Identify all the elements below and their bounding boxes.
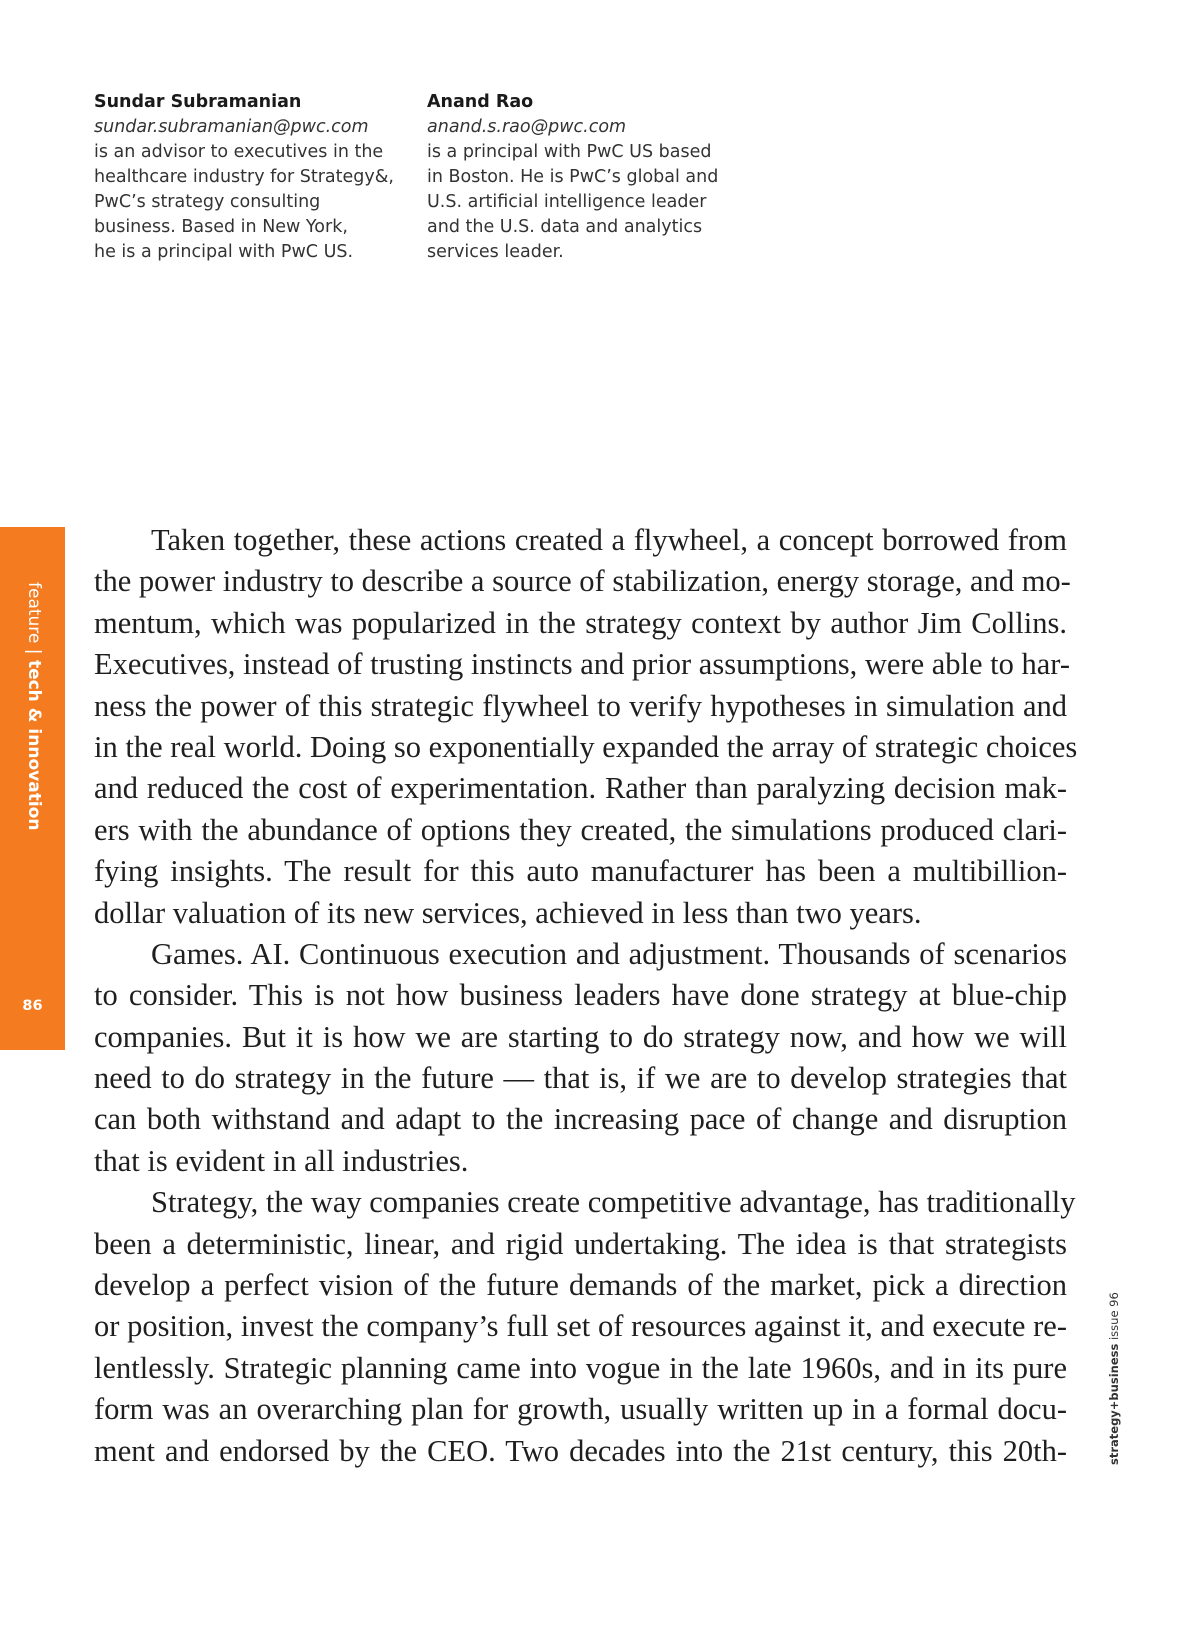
author-bio-line: services leader. xyxy=(427,242,564,262)
author-name: Sundar Subramanian xyxy=(94,92,302,112)
body-line: fying insights. The result for this auto manufacturer has been a multibillion- xyxy=(94,854,1067,889)
body-line: ness the power of this strategic flywheel to verify hypotheses in simulation and xyxy=(94,688,1067,723)
page-number: 86 xyxy=(22,998,43,1014)
body-line: Strategy, the way companies create competitive advantage, has traditionally xyxy=(151,1185,1076,1220)
body-line: been a deterministic, linear, and rigid undertaking. The idea is that strategists xyxy=(94,1226,1067,1261)
body-line: that is evident in all industries. xyxy=(94,1143,469,1178)
section-topic: tech & innovation xyxy=(24,659,44,831)
section-label-wrap xyxy=(22,582,46,882)
author-bios xyxy=(94,90,814,270)
section-separator: | xyxy=(24,648,44,655)
author-bio-line: and the U.S. data and analytics xyxy=(427,217,703,237)
body-line: lentlessly. Strategic planning came into vogue in the late 1960s, and in its pure xyxy=(94,1350,1067,1385)
publication-name: strategy+business xyxy=(1107,1343,1121,1465)
body-line: can both withstand and adapt to the increasing pace of change and disruption xyxy=(94,1102,1067,1137)
body-line: to consider. This is not how business leaders have done strategy at blue-chip xyxy=(94,978,1067,1013)
body-line: or position, invest the company’s full set of resources against it, and execute re- xyxy=(94,1309,1067,1344)
body-line: the power industry to describe a source of stabilization, energy storage, and mo- xyxy=(94,564,1071,599)
body-line: in the real world. Doing so exponentially expanded the array of strategic choices xyxy=(94,729,1078,764)
author-bio-line: healthcare industry for Strategy&, xyxy=(94,167,394,187)
running-footer xyxy=(1107,1292,1127,1635)
author-bio-line: he is a principal with PwC US. xyxy=(94,242,354,262)
body-line: ers with the abundance of options they created, the simulations produced clari- xyxy=(94,812,1067,847)
author-bio-line: in Boston. He is PwC’s global and xyxy=(427,167,719,187)
running-footer-text xyxy=(1107,1292,1121,1465)
author-bio-line: PwC’s strategy consulting xyxy=(94,192,321,212)
body-line: need to do strategy in the future — that is, if we are to develop strategies that xyxy=(94,1061,1067,1096)
body-line: companies. But it is how we are starting to do strategy now, and how we will xyxy=(94,1019,1067,1054)
author-bio-line: is a principal with PwC US based xyxy=(427,142,712,162)
body-line: Games. AI. Continuous execution and adjustment. Thousands of scenarios xyxy=(151,936,1067,971)
section-label xyxy=(24,582,44,830)
issue-number: issue 96 xyxy=(1107,1292,1121,1341)
body-line: dollar valuation of its new services, achieved in less than two years. xyxy=(94,895,922,930)
author-email: sundar.subramanian@pwc.com xyxy=(94,117,369,137)
body-line: Executives, instead of trusting instincts and prior assumptions, were able to har- xyxy=(94,647,1071,682)
author-bio-line: is an advisor to executives in the xyxy=(94,142,384,162)
body-line: mentum, which was popularized in the strategy context by author Jim Collins. xyxy=(94,605,1067,640)
body-line: form was an overarching plan for growth, usually written up in a formal docu- xyxy=(94,1392,1067,1427)
author-email: anand.s.rao@pwc.com xyxy=(427,117,627,137)
body-line: ment and endorsed by the CEO. Two decades into the 21st century, this 20th- xyxy=(94,1433,1067,1468)
body-line: and reduced the cost of experimentation. Rather than paralyzing decision mak- xyxy=(94,771,1067,806)
section-name: feature xyxy=(24,582,44,644)
body-line: develop a perfect vision of the future demands of the market, pick a direction xyxy=(94,1268,1067,1303)
author-bio-rao xyxy=(427,90,747,265)
article-body xyxy=(94,520,1078,1472)
author-name: Anand Rao xyxy=(427,92,534,112)
body-line: Taken together, these actions created a flywheel, a concept borrowed from xyxy=(151,523,1067,557)
author-bio-subramanian xyxy=(94,90,414,265)
author-bio-line: U.S. artificial intelligence leader xyxy=(427,192,707,212)
author-bio-line: business. Based in New York, xyxy=(94,217,348,237)
section-side-tab xyxy=(0,527,65,1050)
